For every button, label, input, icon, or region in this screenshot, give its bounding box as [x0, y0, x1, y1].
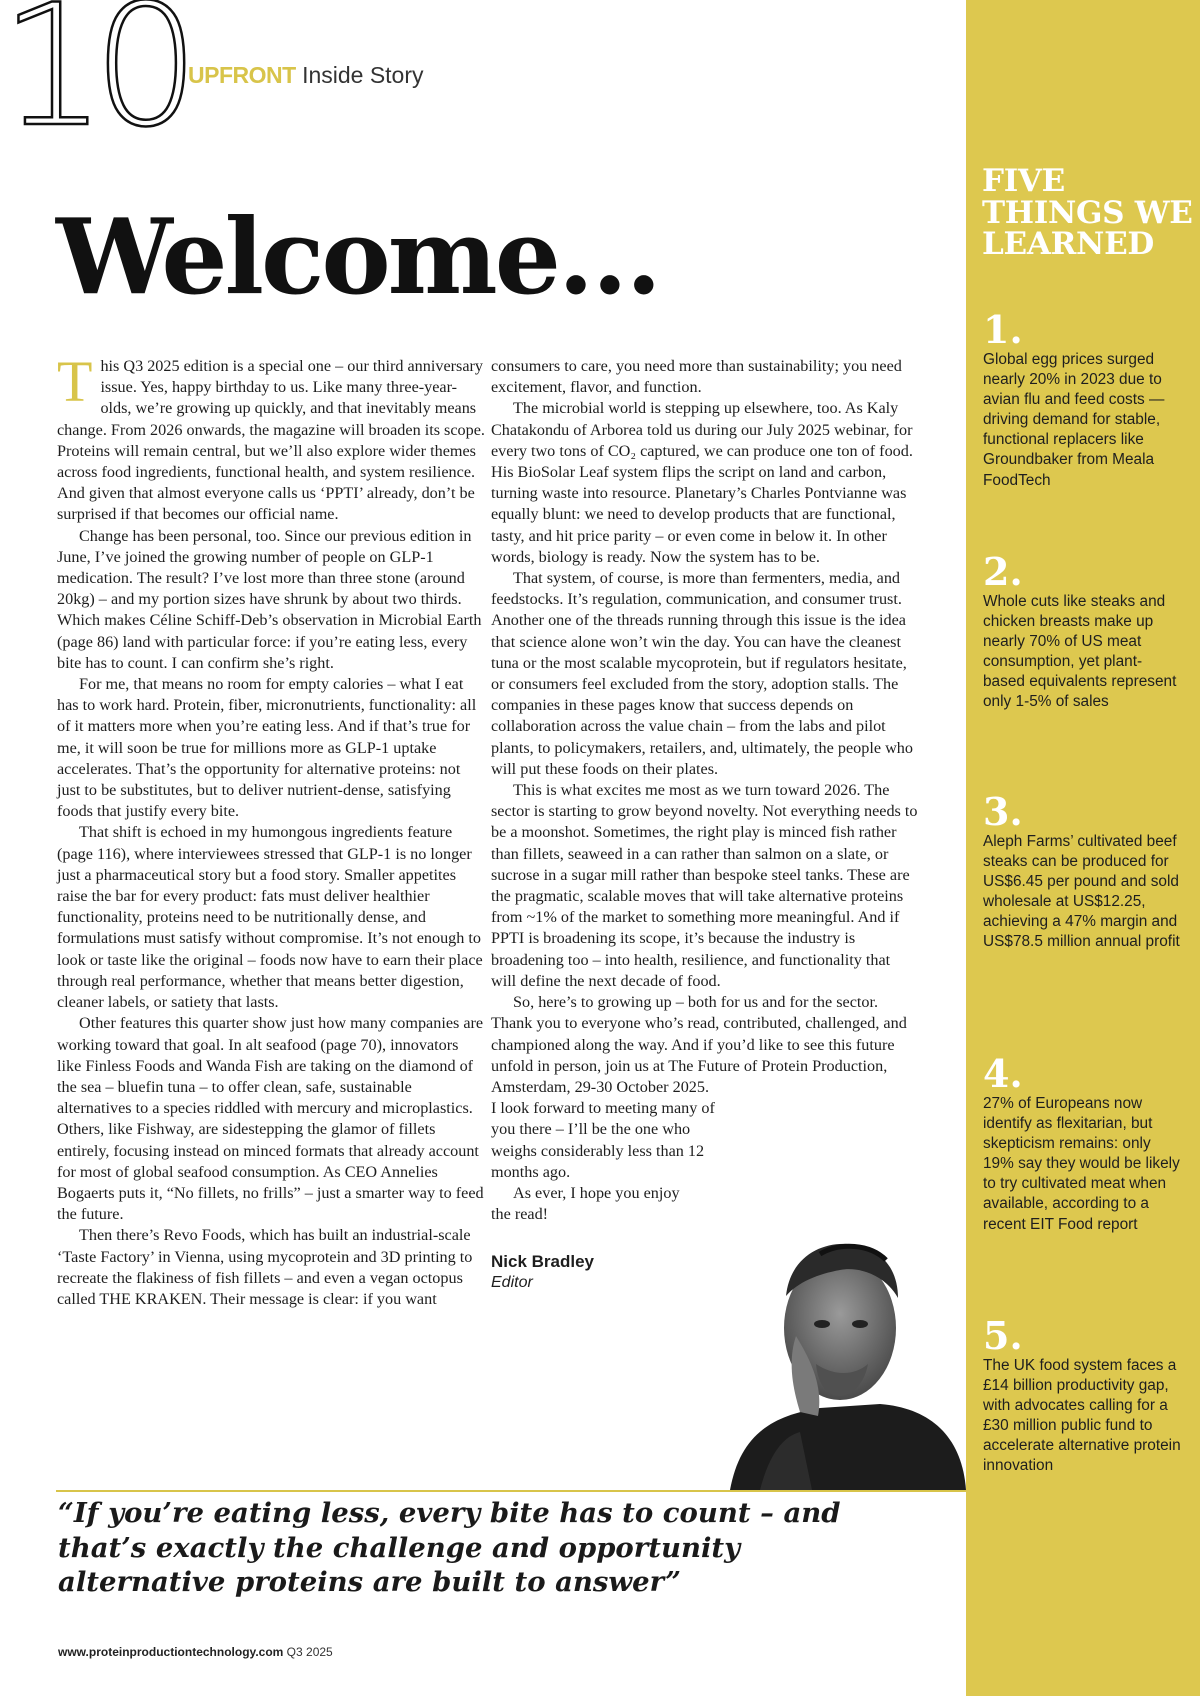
section-tag [188, 62, 424, 89]
fact-number: 4. [983, 1051, 1023, 1096]
paragraph: Change has been personal, too. Since our previous edition in June, I’ve joined the growing number of people on GLP-1 medication. The result? I’ve lost more than three stone (around 20kg) – and my portion sizes have shrunk by about two thirds. Which makes Céline Schiff-Deb’s observation in Microbial Earth (page 86) land with particular force: if you’re eating less, every bite has to count. I can confirm she’s right. [57, 526, 482, 672]
fact-text: Whole cuts like steaks and chicken breasts make up nearly 70% of US meat consumption, yet plant-based equivalents represent only 1-5% of sales [983, 593, 1177, 711]
fact-text: Aleph Farms’ cultivated beef steaks can be produced for US$6.45 per pound and sold wholesale at US$12.25, achieving a 47% margin and US$78.5 million annual profit [983, 833, 1180, 951]
closing-text-narrow: I look forward to meeting many of you there – I’ll be the one who weighs considerably less than 12 months ago. [491, 1099, 715, 1181]
paragraph-text: his Q3 2025 edition is a special one – our third anniversary issue. Yes, happy birthday to us. Like many three-year-olds, we’re growing up quickly, and that inevitably means change. From 2026 onwards, the magazine will broaden its scope. Proteins will remain central, but we’ll also explore wider themes across food ingredients, functional health, and system resilience. And given that almost everyone calls us ‘PPTI’ already, don’t be surprised if that becomes our official name. [57, 357, 485, 524]
closing-paragraph [491, 992, 919, 1183]
paragraph: For me, that means no room for empty calories – what I eat has to work hard. Protein, fiber, micronutrients, functionality: all of it matters more when you’re eating less. And if that’s true for me, it will soon be true for millions more as GLP-1 uptake accelerates. That’s the opportunity for alternative proteins: not just to be substitutes, but to deliver nutrient-dense, satisfying foods that justify every bite. [57, 675, 477, 821]
author-role: Editor [491, 1274, 533, 1292]
paragraph [57, 349, 485, 526]
dropcap: T [57, 349, 93, 414]
fact-item [983, 307, 1183, 491]
footer-url[interactable]: www.proteinproductiontechnology.com [58, 1645, 284, 1659]
fact-number: 3. [983, 789, 1023, 834]
footer [58, 1645, 333, 1659]
author-name: Nick Bradley [491, 1252, 594, 1272]
fact-number: 5. [983, 1313, 1023, 1358]
closing-text: So, here’s to growing up – both for us and for the sector. Thank you to everyone who’s read, contributed, challenged, and championed along the way. And if you’d like to see this future unfold in person, join us at The Future of Protein Production, Amsterdam, 29-30 October 2025. [491, 993, 907, 1096]
article-left-column [57, 349, 485, 1310]
editor-portrait [700, 1236, 966, 1490]
article-right-column [491, 356, 919, 1293]
fact-item [983, 1313, 1183, 1477]
paragraph: Then there’s Revo Foods, which has built an industrial-scale ‘Taste Factory’ in Vienna, using mycoprotein and 3D printing to recreate the flakiness of fish fillets – and even a vegan octopus called THE KRAKEN. Their message is clear: if you want [57, 1226, 473, 1308]
paragraph: That shift is echoed in my humongous ingredients feature (page 116), where interviewees stressed that GLP-1 is no longer just a pharmaceutical story but a food story. Smaller appetites raise the bar for every product: fats must deliver healthier functionality, proteins need to be nutritionally dense, and formulations must satisfy without compromise. It’s not enough to look or taste like the original – foods now have to earn their place through real performance, whether that means better digestion, cleaner labels, or satiety that lasts. [57, 823, 483, 1012]
paragraph: That system, of course, is more than fermenters, media, and feedstocks. It’s regulation, communication, and consumer trust. Another one of the threads running through this issue is the idea that science alone won’t win the day. You can have the cleanest tuna or the most scalable mycoprotein, but if regulators hesitate, or consumers feel excluded from the story, adoption stalls. The companies in these pages know that success depends on collaboration across the value chain – from the labs and pilot plants, to policymakers, retailers, and, ultimately, the people who will put these foods on their plates. [491, 569, 913, 778]
fact-number: 1. [983, 307, 1023, 352]
section-label: UPFRONT [188, 62, 296, 88]
paragraph: This is what excites me most as we turn toward 2026. The sector is starting to grow beyond novelty. Not everything needs to be a moonshot. Sometimes, the right play is minced fish rather than fillets, seaweed in a can rather than salmon on a slate, or sucrose in a sugar mill rather than bespoke steel tanks. These are the pragmatic, scalable moves that will take alternative proteins from ~1% of the market to something more meaningful. And if PPTI is broadening its scope, it’s because the industry is broadening too – into health, resilience, and functionality that will define the next decade of food. [491, 781, 918, 990]
footer-issue: Q3 2025 [286, 1645, 333, 1659]
fact-number: 2. [983, 549, 1023, 594]
fact-text: 27% of Europeans now identify as flexitarian, but skepticism remains: only 19% say they would be likely to try cultivated meat when available, according to a recent EIT Food report [983, 1095, 1180, 1233]
pull-quote: “If you’re eating less, every bite has to count – and that’s exactly the challenge and opportunity alternative proteins are built to answer” [58, 1497, 841, 1598]
sidebar-title: FIVE THINGS WE LEARNED [982, 163, 1193, 262]
pull-quote-rule [56, 1490, 966, 1492]
page-number: 10 [0, 0, 186, 164]
fact-item [983, 789, 1183, 953]
closing-paragraph: As ever, I hope you enjoy the read! [491, 1183, 680, 1224]
section-name: Inside Story [302, 62, 424, 88]
fact-text: Global egg prices surged nearly 20% in 2023 due to avian flu and feed costs — driving demand for stable, functional replacers like Groundbaker from Meala FoodTech [983, 351, 1165, 489]
fact-item [983, 1051, 1183, 1235]
fact-item [983, 549, 1183, 713]
paragraph: Other features this quarter show just how many companies are working toward that goal. In alt seafood (page 70), innovators like Finless Foods and Wanda Fish are taking on the diamond of the sea – bluefin tuna – to offer clean, safe, sustainable alternatives to a species riddled with mercury and microplastics. Others, like Fishway, are sidestepping the glamor of fillets entirely, focusing instead on minced formats that already account for most of global seafood consumption. As CEO Annelies Bogaerts puts it, “No fillets, no frills” – just a smarter way to feed the future. [57, 1014, 484, 1224]
fact-text: The UK food system faces a £14 billion productivity gap, with advocates calling for a £30 million public fund to accelerate alternative protein innovation [983, 1357, 1181, 1475]
sidebar [966, 0, 1200, 1696]
paragraph: The microbial world is stepping up elsewhere, too. As Kaly Chatakondu of Arborea told us during our July 2025 webinar, for every two tons of CO₂ captured, we can produce one ton of food. His BioSolar Leaf system flips the script on land and carbon, turning waste into resource. Planetary’s Charles Pontvianne was equally blunt: we need to develop products that are functional, tasty, and hit price parity – or even come in below it. In other words, biology is ready. Now the system has to be. [491, 399, 913, 566]
paragraph: consumers to care, you need more than sustainability; you need excitement, flavor, and function. [491, 357, 902, 397]
article-title: Welcome… [56, 195, 659, 318]
